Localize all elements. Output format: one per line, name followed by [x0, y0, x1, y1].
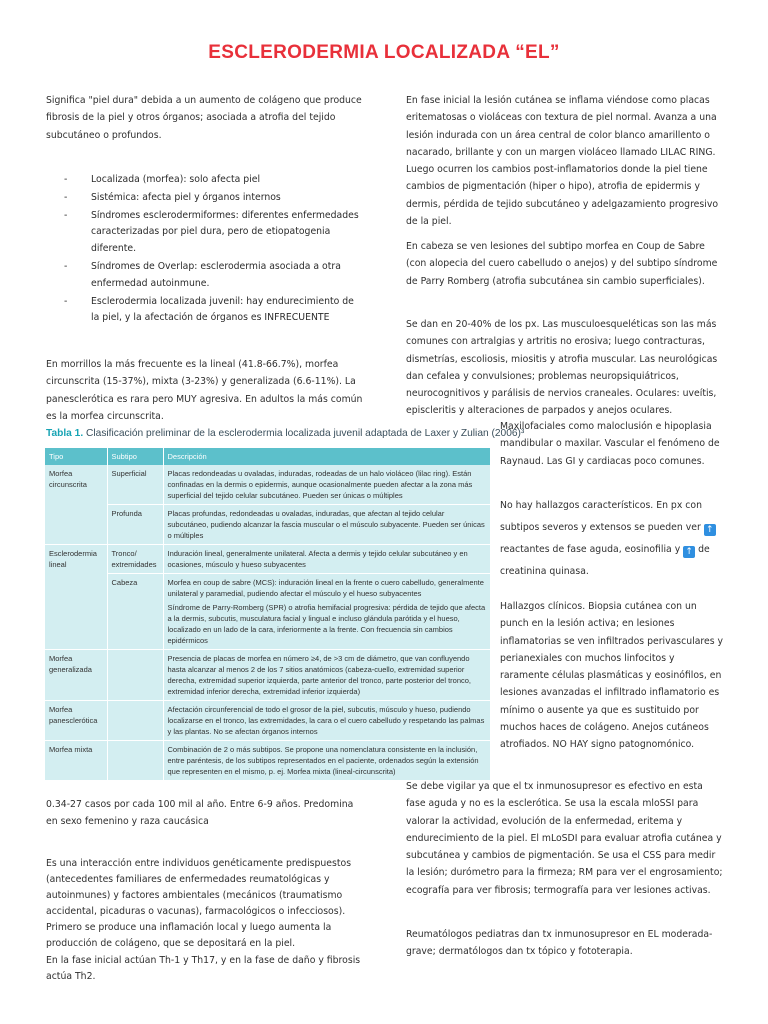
table-cell: Superficial [107, 465, 163, 505]
arrow-up-icon: ↑ [704, 524, 716, 536]
classification-list [46, 172, 364, 328]
list-item: - Localizada (morfea): solo afecta piel [46, 172, 364, 189]
pathogenesis-paragraph-2: En la fase inicial actúan Th-1 y Th17, y en la fase de daño y fibrosis actúa Th2. [46, 955, 361, 982]
clinical-phase-paragraph: En fase inicial la lesión cutánea se inflama viéndose como placas eritematosas o violáceas con textura de piel normal. Avanza a una lesión indurada con un área central de color blanco amarillento o nacarado, brillante y con un margen violáceo llamado LILAC RING. Luego ocurren los cambios post-inflamatorios donde la piel tiene cambios de pigmentación (hiper o hipo), atrofia de epidermis y dermis, pérdida de tejido subcutáneo y adelgazamiento progresivo de la piel. [406, 95, 719, 228]
arrow-up-icon: ↑ [683, 546, 695, 558]
table-cell: Combinación de 2 o más subtipos. Se propone una nomenclatura consistente en la inclusión, entre paréntesis, de los subtipos representados en el paciente, ordenados según la extensión que representen en el mismo, p. ej. Morfea mixta (lineal-circunscrita) [163, 741, 491, 781]
table-cell-text: Morfea en coup de sabre (MCS): induración lineal en la frente o cuero cabelludo, generalmente unilateral y paramedial, pudiendo afectar el músculo y el hueso subyacentes [167, 578, 484, 598]
definition-paragraph: Significa "piel dura" debida a un aumento de colágeno que produce fibrosis de la piel y otros órganos; asociada a atrofia del tejido subcutáneo o profundos. [46, 95, 362, 141]
incidence-paragraph: 0.34-27 casos por cada 100 mil al año. Entre 6-9 años. Predomina en sexo femenino y raza caucásica [46, 799, 354, 828]
head-lesions-paragraph: En cabeza se ven lesiones del subtipo morfea en Coup de Sabre (con alopecia del cuero cabelludo o anejos) y del subtipo síndrome de Parry Romberg (atrofia subcutánea sin cambio superficiales). [406, 241, 718, 287]
table-cell: Placas profundas, redondeadas u ovaladas, induradas, que afectan al tejido celular subcutáneo, pudiendo alcanzar la fascia muscular o el músculo subyacente. Pueden ser únicas o múltiples [163, 505, 491, 545]
table-cell [107, 701, 163, 741]
table-caption-label: Tabla 1. [46, 428, 84, 439]
table-row [45, 505, 491, 545]
laboratory-text: reactantes de fase aguda, eosinofilia y [500, 544, 681, 555]
page-title: ESCLERODERMIA LOCALIZADA “EL” [208, 42, 560, 63]
table-cell [163, 574, 491, 650]
table-cell: Cabeza [107, 574, 163, 650]
table-cell: Profunda [107, 505, 163, 545]
table-header-cell: Tipo [45, 448, 107, 465]
treatment-paragraph: Reumatólogos pediatras dan tx inmunosupresor en EL moderada-grave; dermatólogos dan tx tópico y fototerapia. [406, 929, 713, 958]
table-header-cell: Subtipo [107, 448, 163, 465]
maxillofacial-paragraph: Maxilofaciales como maloclusión e hipoplasia mandibular o maxilar. Vascular el fenómeno de Raynaud. Las GI y cardiacas poco comunes. [500, 421, 720, 467]
clinical-findings-paragraph: Hallazgos clínicos. Biopsia cutánea con un punch en la lesión activa; en lesiones inflamatorias se ven infiltrados perivasculares y perianexiales con muchos linfocitos y raramente células plasmáticas y eosinófilos, en lesiones avanzadas el infiltrado inflamatorio es mínimo o ausente ya que es sustituido por muchos haces de colágeno. Anejos cutáneos atrofiados. NO HAY signo patognomónico. [500, 601, 724, 751]
table-cell-text: Síndrome de Parry-Romberg (SPR) o atrofia hemifacial progresiva: pérdida de tejido que afecta a la dermis, subcutis, musculatura facial y lingual e incluso glándula parótida y el hueso, localizado en un lado de la cara, inferiormente a la frente. Con frecuencia sin cambios epidérmicos [167, 603, 486, 645]
list-item: - Síndromes de Overlap: esclerodermia asociada a otra enfermedad autoinmune. [46, 259, 364, 293]
laboratory-text: de creatinina quinasa. [500, 544, 710, 577]
table-cell: Tronco/ extremidades [107, 545, 163, 574]
table-cell [107, 741, 163, 781]
table-row [45, 701, 491, 741]
classification-table [45, 448, 491, 781]
table-caption [46, 428, 524, 439]
table-cell: Morfea panesclerótica [45, 701, 107, 741]
table-cell: Afectación circunferencial de todo el grosor de la piel, subcutis, músculo y hueso, pudiendo localizarse en el tronco, las extremidades, la cara o el cuero cabelludo y respetando las palmas y las plantas. No se afectan órganos internos [163, 701, 491, 741]
table-row [45, 650, 491, 701]
table-cell: Placas redondeadas u ovaladas, induradas, rodeadas de un halo violáceo (lilac ring). Están confinadas en la dermis o epidermis, aunque ocasionalmente pueden afectar a la zona más superficial del tejido celular subcutáneo. Pueden ser únicas o múltiples [163, 465, 491, 505]
table-cell: Morfea circunscrita [45, 465, 107, 545]
table-cell: Presencia de placas de morfea en número ≥4, de >3 cm de diámetro, que van confluyendo hasta alcanzar al menos 2 de los 7 sitios anatómicos (cabeza-cuello, extremidad superior derecha, extremidad superior izquierda, parte anterior del tronco, parte posterior del tronco, extremidad inferior derecha, extremidad inferior izquierda) [163, 650, 491, 701]
table-header-cell: Descripción [163, 448, 491, 465]
table-row [45, 741, 491, 781]
extracutaneous-paragraph: Se dan en 20-40% de los px. Las musculoesqueléticas son las más comunes con artralgias y artritis no erosiva; luego contracturas, dismetrías, escoliosis, miositis y atrofia muscular. Las neurológicas dan cefalea y convulsiones; problemas neuropsiquiátricos, neurocognitivos y parálisis de nervios craneales. Oculares: uveítis, episcleritis y alteraciones de parpados y anejos oculares. [406, 319, 718, 417]
list-item: - Síndromes esclerodermiformes: diferentes enfermedades caracterizadas por piel dura, pero de etiopatogenia diferente. [46, 208, 364, 258]
table-row [45, 545, 491, 574]
list-item: - Esclerodermia localizada juvenil: hay endurecimiento de la piel, y la afectación de órganos es INFRECUENTE [46, 294, 364, 328]
monitoring-paragraph: Se debe vigilar ya que el tx inmunosupresor es efectivo en esta fase aguda y no es la esclerótica. Se usa la escala mloSSI para valorar la actividad, evolución de la enfermedad, eritema y endurecimiento de la piel. El mLoSDI para evaluar atrofia cutánea y subcutánea y cambios de pigmentación. Se usa el CSS para medir la lesión; durómetro para la firmeza; RM para ver el engrosamiento; ecografía para ver fibrosis; termografía para ver lesiones activas. [406, 781, 723, 896]
laboratory-text: No hay hallazgos característicos. En px con subtipos severos y extensos se pueden ver [500, 500, 702, 533]
table-header-row [45, 448, 491, 465]
laboratory-paragraph [500, 495, 725, 583]
table-cell [107, 650, 163, 701]
frequency-paragraph: En morrillos la más frecuente es la lineal (41.8-66.7%), morfea circunscrita (15-37%), mixta (3-23%) y generalizada (6.6-11%). La panesclerótica es rara pero MUY agresiva. En adultos la más común es la morfea circunscrita. [46, 359, 363, 422]
table-row [45, 574, 491, 650]
table-cell: Morfea generalizada [45, 650, 107, 701]
table-row [45, 465, 491, 505]
list-item: - Sistémica: afecta piel y órganos internos [46, 190, 364, 207]
table-cell: Induración lineal, generalmente unilateral. Afecta a dermis y tejido celular subcutáneo y en ocasiones, músculo y hueso subyacentes [163, 545, 491, 574]
table-cell: Esclerodermia lineal [45, 545, 107, 650]
pathogenesis-paragraph: Es una interacción entre individuos genéticamente predispuestos (antecedentes familiares de enfermedades reumatológicas y autoinmunes) y factores ambientales (mecánicos (traumatismo accidental, picaduras o vacunas), farmacológicos o infecciosos). Primero se produce una inflamación local y luego aumenta la producción de colágeno, que se depositará en la piel. [46, 858, 352, 949]
table-caption-text: Clasificación preliminar de la esclerodermia localizada juvenil adaptada de Laxer y Zulian (2006)³ [86, 428, 525, 439]
table-cell: Morfea mixta [45, 741, 107, 781]
